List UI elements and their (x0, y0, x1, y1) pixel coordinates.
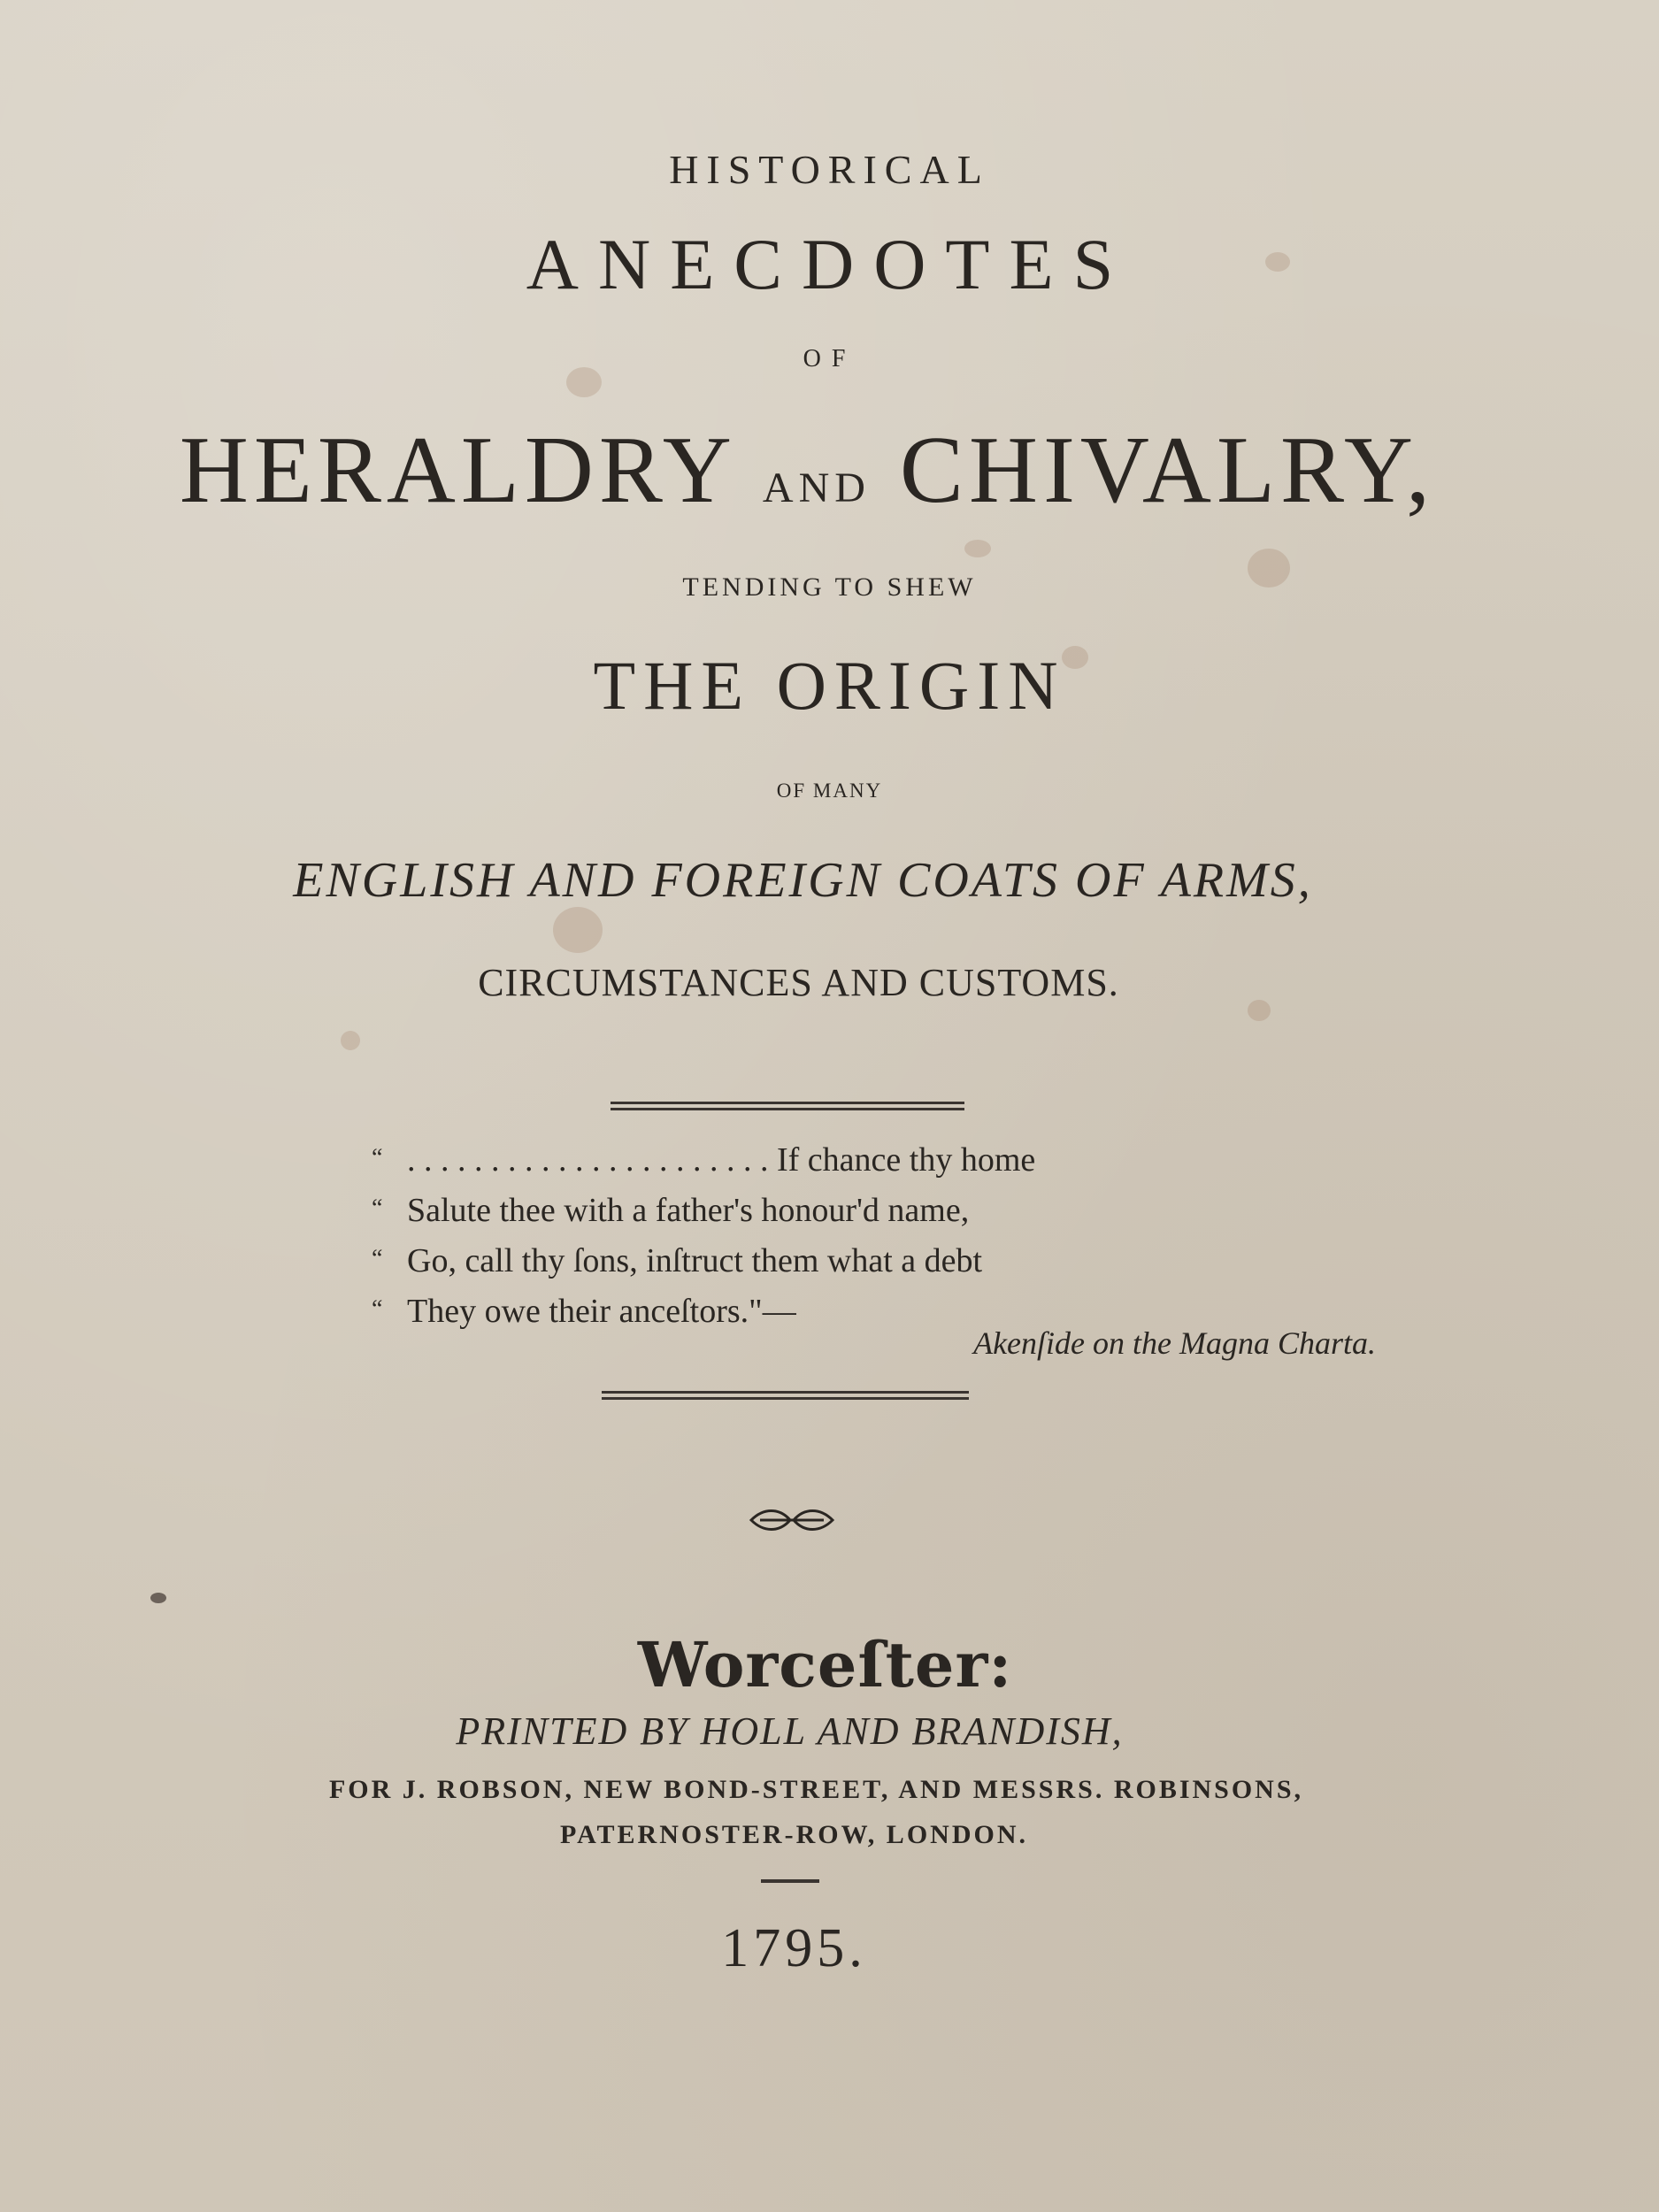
subtitle-origin: THE ORIGIN (593, 647, 1066, 724)
epigraph-line-3 (372, 1233, 1433, 1286)
printers-ornament-icon (748, 1504, 836, 1536)
imprint-place: Worceſter: (637, 1628, 1013, 1701)
imprint-printer: PRINTED BY HOLL AND BRANDISH, (456, 1709, 1124, 1753)
epigraph-text: They owe their anceſtors."— (407, 1293, 796, 1330)
subtitle-coats-of-arms: ENGLISH AND FOREIGN COATS OF ARMS, (293, 853, 1313, 908)
subtitle-tending: TENDING TO SHEW (682, 572, 977, 602)
double-rule-bottom (602, 1391, 969, 1400)
epigraph-text: . . . . . . . . . . . . . . . . . . . . . . If chance thy home (407, 1141, 1036, 1179)
epigraph-text: Salute thee with a father's honour'd name, (407, 1192, 970, 1229)
short-rule (761, 1879, 819, 1883)
epigraph-attribution: Akenſide on the Magna Charta. (973, 1325, 1376, 1361)
imprint-year: 1795. (721, 1918, 867, 1978)
subtitle-of-many: OF MANY (776, 780, 883, 802)
subtitle-circumstances: CIRCUMSTANCES AND CUSTOMS. (478, 961, 1119, 1004)
epigraph-line-1 (372, 1133, 1433, 1186)
title-line-historical: HISTORICAL (669, 147, 990, 192)
foxing-spot (553, 907, 603, 953)
quote-mark: “ (372, 1194, 383, 1222)
main-title (0, 416, 1637, 526)
main-title-chivalry: CHIVALRY, (899, 418, 1436, 523)
title-line-of: OF (803, 345, 856, 373)
title-line-anecdotes: ANECDOTES (526, 224, 1133, 304)
main-title-heraldry: HERALDRY (179, 418, 733, 523)
foxing-spot (964, 540, 991, 557)
quote-mark: “ (372, 1144, 383, 1171)
quote-mark: “ (372, 1295, 383, 1323)
epigraph-line-2 (372, 1183, 1433, 1236)
imprint-for-line: FOR J. ROBSON, NEW BOND-STREET, AND MESSRS. ROBINSONS, (328, 1775, 1304, 1804)
quote-mark: “ (372, 1245, 383, 1272)
foxing-spot (341, 1031, 360, 1050)
double-rule-top (611, 1102, 964, 1110)
imprint-address: PATERNOSTER-ROW, LONDON. (559, 1820, 1028, 1849)
main-title-and: AND (762, 465, 871, 511)
epigraph-text: Go, call thy ſons, inſtruct them what a debt (407, 1242, 983, 1279)
foxing-spot (150, 1593, 166, 1603)
